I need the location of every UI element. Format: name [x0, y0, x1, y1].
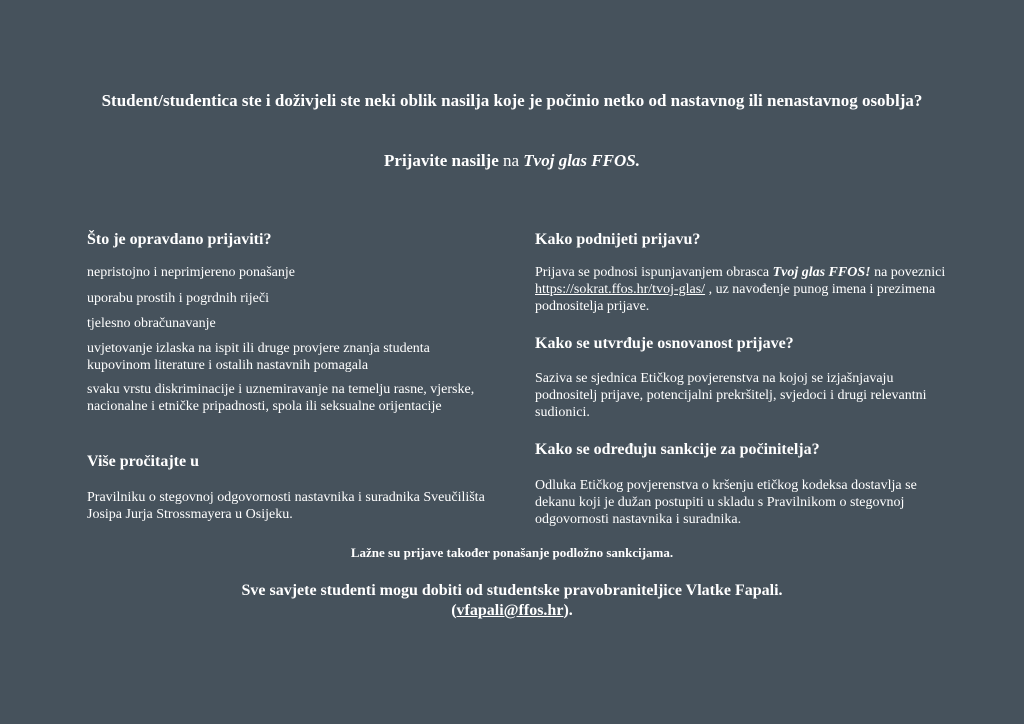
regulation-reference: Pravilniku o stegovnoj odgovornosti nastavnika i suradnika Sveučilišta Josipa Jurja Strossmayera u Osijeku. — [87, 490, 485, 522]
list-item: uporabu prostih i pogrdnih riječi — [87, 291, 269, 306]
list-item: nepristojno i neprimjereno ponašanje — [87, 265, 295, 280]
form-name: Tvoj glas FFOS! — [772, 265, 871, 280]
list-item: svaku vrstu diskriminacije i uznemiravanje na temelju rasne, vjerske, nacionalne i etničke pripadnosti, spola ili seksualne orijentacije — [87, 382, 475, 414]
sanctions-text: Odluka Etičkog povjerenstva o kršenju etičkog kodeksa dostavlja se dekanu koji je dužan postupiti u skladu s Pravilnikom o stegovnoj odgovornosti nastavnika i suradnika. — [535, 478, 917, 527]
cta-prefix: Prijavite nasilje — [384, 151, 499, 170]
ombudsperson-advice: Sve savjete studenti mogu dobiti od studentske pravobraniteljice Vlatke Fapali. (vfapali@ffos.hr). — [241, 582, 783, 619]
report-call-to-action — [100, 150, 924, 171]
email-link[interactable]: vfapali@ffos.hr — [456, 602, 564, 619]
cta-brand: Tvoj glas FFOS. — [523, 151, 640, 170]
list-item: uvjetovanje izlaska na ispit ili druge provjere znanja studenta kupovinom literature i ostalih nastavnih pomagala — [87, 341, 430, 373]
how-text: Prijava se podnosi ispunjavanjem obrasca Tvoj glas FFOS! na poveznici https://sokrat.ffos.hr/tvoj-glas/ , uz navođenje punog imena i prezimena podnositelja prijave. — [535, 265, 946, 314]
list-item: tjelesno obračunavanje — [87, 316, 216, 331]
cta-na: na — [498, 151, 524, 170]
how-section-title: Kako podnijeti prijavu? — [535, 231, 701, 248]
basis-section-title: Kako se utvrđuje osnovanost prijave? — [535, 335, 794, 352]
page-question: Student/studentica ste i doživjeli ste neki oblik nasilja koje je počinio netko od nastavnog ili nenastavnog osoblja? — [101, 91, 923, 110]
form-link[interactable]: https://sokrat.ffos.hr/tvoj-glas/ — [535, 282, 706, 297]
basis-text: Saziva se sjednica Etičkog povjerenstva na kojoj se izjašnjavaju podnositelj prijave, potencijalni prekršitelj, svjedoci i drugi relevantni sudionici. — [535, 371, 927, 420]
sanctions-section-title: Kako se određuju sankcije za počinitelja? — [535, 441, 820, 458]
more-section-title: Više pročitajte u — [87, 453, 199, 470]
false-report-note: Lažne su prijave također ponašanje podložno sankcijama. — [350, 545, 674, 560]
left-section-title: Što je opravdano prijaviti? — [87, 231, 272, 248]
